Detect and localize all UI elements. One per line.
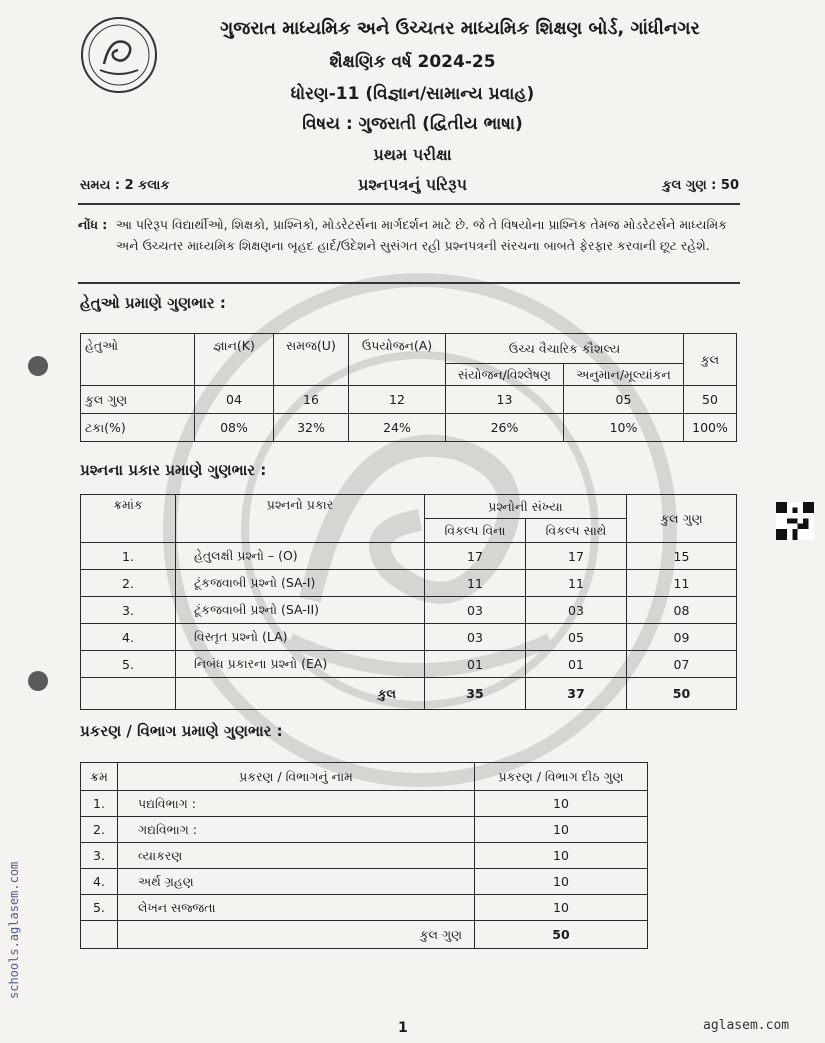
table-row <box>81 597 737 624</box>
cell: કુલ <box>176 678 425 710</box>
table-row <box>81 895 648 921</box>
table-row <box>81 570 737 597</box>
page-number: 1 <box>398 1020 408 1036</box>
cell: 10 <box>475 843 648 869</box>
cell: 37 <box>526 678 627 710</box>
cell: વિસ્તૃત પ્રશ્નો (LA) <box>176 624 425 651</box>
cell: 10 <box>475 817 648 843</box>
cell: 16 <box>274 386 349 414</box>
header-cell: પ્રશ્નોની સંખ્યા <box>425 495 627 519</box>
cell: 35 <box>425 678 526 710</box>
board-name: ગુજરાત માધ્યમિક અને ઉચ્ચતર માધ્યમિક શિક્ષણ બોર્ડ, ગાંધીનગર <box>220 18 700 39</box>
cell: કુલ ગુણ <box>81 386 195 414</box>
header-cell: હેતુઓ <box>81 334 195 386</box>
subject: વિષય : ગુજરાતી (દ્વિતીય ભાષા) <box>302 114 523 134</box>
cell: 5. <box>81 651 176 678</box>
sections-table <box>80 762 648 949</box>
table-row <box>81 869 648 895</box>
objectives-title: હેતુઓ પ્રમાણે ગુણભાર : <box>80 294 226 312</box>
cell: 50 <box>627 678 737 710</box>
cell: 10 <box>475 895 648 921</box>
cell: 32% <box>274 414 349 442</box>
cell: હેતુલક્ષી પ્રશ્નો – (O) <box>176 543 425 570</box>
cell: નિબંધ પ્રકારના પ્રશ્નો (EA) <box>176 651 425 678</box>
table-row <box>81 843 648 869</box>
total-marks: કુલ ગુણ : 50 <box>662 178 739 193</box>
header-cell: વિકલ્પ વિના <box>425 519 526 543</box>
cell: 4. <box>81 624 176 651</box>
standard: ધોરણ-11 (વિજ્ઞાન/સામાન્ય પ્રવાહ) <box>290 84 535 104</box>
time-allowed: સમય : 2 કલાક <box>80 178 170 193</box>
cell: 17 <box>425 543 526 570</box>
cell: ટૂંકજવાબી પ્રશ્નો (SA-I) <box>176 570 425 597</box>
cell: 3. <box>81 597 176 624</box>
cell: 15 <box>627 543 737 570</box>
cell: 01 <box>425 651 526 678</box>
academic-year: શૈક્ષણિક વર્ષ 2024-25 <box>329 52 496 72</box>
header-cell: ઉપયોજન(A) <box>349 334 446 386</box>
cell: 2. <box>81 570 176 597</box>
cell: 2. <box>81 817 118 843</box>
header-cell: કુલ <box>684 334 737 386</box>
cell: 24% <box>349 414 446 442</box>
cell: 03 <box>425 624 526 651</box>
cell: 3. <box>81 843 118 869</box>
header-cell: પ્રકરણ / વિભાગ દીઠ ગુણ <box>475 763 648 791</box>
cell: 04 <box>195 386 274 414</box>
cell: કુલ ગુણ <box>118 921 475 949</box>
cell: ટકા(%) <box>81 414 195 442</box>
table-row <box>81 817 648 843</box>
table-row <box>81 791 648 817</box>
cell: 5. <box>81 895 118 921</box>
table-row <box>81 414 737 442</box>
objectives-table <box>80 333 737 442</box>
cell: 26% <box>446 414 564 442</box>
document-title: પ્રશ્નપત્રનું પરિરૂપ <box>358 175 467 194</box>
cell <box>81 678 176 710</box>
cell: ગદ્યવિભાગ : <box>118 817 475 843</box>
cell: 05 <box>526 624 627 651</box>
header-cell: અનુમાન/મૂલ્યાંકન <box>563 364 683 386</box>
cell: 1. <box>81 791 118 817</box>
header-cell: પ્રકરણ / વિભાગનું નામ <box>118 763 475 791</box>
qr-code-icon <box>776 502 814 540</box>
cell: 4. <box>81 869 118 895</box>
header-cell: જ્ઞાન(K) <box>195 334 274 386</box>
note-label: નોંધ : <box>78 217 108 232</box>
question-types-title: પ્રશ્નના પ્રકાર પ્રમાણે ગુણભાર : <box>80 461 267 479</box>
cell: ટૂંકજવાબી પ્રશ્નો (SA-II) <box>176 597 425 624</box>
cell: લેખન સજ્જતા <box>118 895 475 921</box>
cell: અર્થ ગ્રહણ <box>118 869 475 895</box>
cell: 08% <box>195 414 274 442</box>
table-total-row <box>81 678 737 710</box>
cell: 50 <box>475 921 648 949</box>
header-cell: ક્રમાંક <box>81 495 176 543</box>
cell: 11 <box>627 570 737 597</box>
cell: 01 <box>526 651 627 678</box>
cell: 10 <box>475 869 648 895</box>
site-watermark[interactable]: aglasem.com <box>703 1018 790 1033</box>
punch-hole <box>28 356 48 376</box>
header-rule <box>78 203 740 205</box>
cell: 50 <box>684 386 737 414</box>
side-site-link[interactable]: schools.aglasem.com <box>7 861 21 999</box>
cell: 10% <box>563 414 683 442</box>
cell <box>81 921 118 949</box>
cell: 1. <box>81 543 176 570</box>
cell: 100% <box>684 414 737 442</box>
exam-name: પ્રથમ પરીક્ષા <box>373 145 452 164</box>
sections-title: પ્રકરણ / વિભાગ પ્રમાણે ગુણભાર : <box>80 722 283 740</box>
cell: 07 <box>627 651 737 678</box>
note <box>78 214 742 256</box>
table-row <box>81 624 737 651</box>
header-cell: સંયોજન/વિશ્લેષણ <box>446 364 564 386</box>
question-types-table <box>80 494 737 710</box>
cell: પદ્યવિભાગ : <box>118 791 475 817</box>
cell: 03 <box>425 597 526 624</box>
cell: 03 <box>526 597 627 624</box>
table-total-row <box>81 921 648 949</box>
header-cell: કુલ ગુણ <box>627 495 737 543</box>
header-cell: વિકલ્પ સાથે <box>526 519 627 543</box>
header-cell: ક્રમ <box>81 763 118 791</box>
cell: 11 <box>526 570 627 597</box>
cell: 09 <box>627 624 737 651</box>
cell: 13 <box>446 386 564 414</box>
table-row <box>81 543 737 570</box>
header-cell: ઉચ્ચ વૈચારિક કૌશલ્ય <box>446 334 684 364</box>
cell: 17 <box>526 543 627 570</box>
cell: 11 <box>425 570 526 597</box>
note-rule <box>78 282 740 284</box>
table-row <box>81 651 737 678</box>
cell: 05 <box>563 386 683 414</box>
cell: વ્યાકરણ <box>118 843 475 869</box>
header-cell: પ્રશ્નનો પ્રકાર <box>176 495 425 543</box>
cell: 08 <box>627 597 737 624</box>
table-row <box>81 386 737 414</box>
cell: 12 <box>349 386 446 414</box>
cell: 10 <box>475 791 648 817</box>
header-cell: સમજ(U) <box>274 334 349 386</box>
note-text: આ પરિરૂપ વિદ્યાર્થીઓ, શિક્ષકો, પ્રાશ્નિકો, મોડરેટર્સના માર્ગદર્શન માટે છે. જે તે વિષયોના પ્રાશ્નિક તેમજ મોડરેટર્સને માધ્યમિક અને ઉચ્ચતર માધ્યમિક શિક્ષણના બૃહદ હાર્દ/ઉદેશને સુસંગત રહી પ્રશ્નપત્રની સંરચના બાબતે ફેરફાર કરવાની છૂટ રહેશે. <box>116 217 727 253</box>
punch-hole <box>28 671 48 691</box>
